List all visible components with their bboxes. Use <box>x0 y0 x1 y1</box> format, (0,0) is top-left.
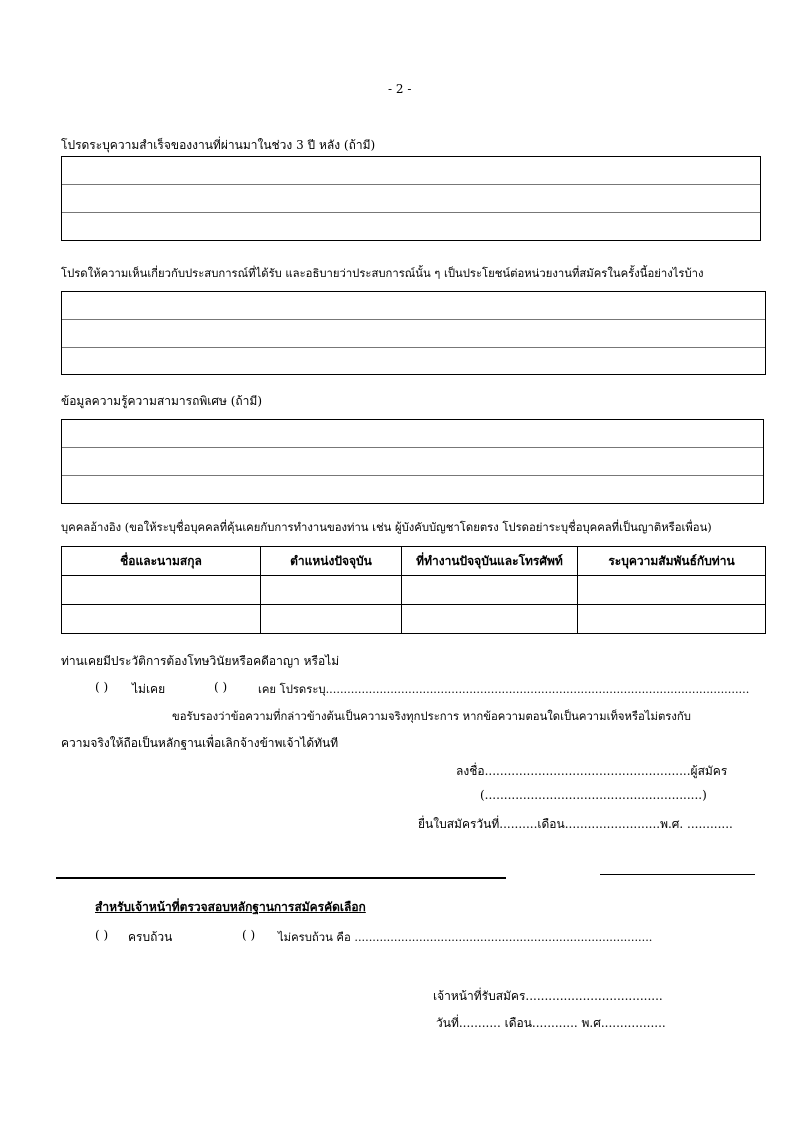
references-label: บุคคลอ้างอิง (ขอให้ระบุชื่อบุคคลที่คุ้นเคยกับการทำงานของท่าน เช่น ผู้บังคับบัญชาโดยตรง โปรดอย่าระบุชื่อบุคคลที่เป็นญาติหรือเพื่อน) <box>61 521 712 534</box>
option-yes-label: เคย โปรดระบุ...................................................................................................................... <box>258 683 750 696</box>
section-divider <box>56 877 506 879</box>
writing-line <box>62 347 765 348</box>
option-yes-checkbox[interactable]: ( ) <box>214 680 228 694</box>
writing-line <box>62 475 763 476</box>
achievements-label: โปรดระบุความสำเร็จของงานที่ผ่านมาในช่วง 3 ปี หลัง (ถ้ามี) <box>61 138 376 152</box>
table-cell[interactable] <box>402 576 578 605</box>
table-cell[interactable] <box>578 576 766 605</box>
achievements-box[interactable] <box>61 156 761 241</box>
writing-line <box>62 184 760 185</box>
complete-label: ครบถ้วน <box>128 930 173 944</box>
skills-label: ข้อมูลความรู้ความสามารถพิเศษ (ถ้ามี) <box>61 394 262 408</box>
experience-label: โปรดให้ความเห็นเกี่ยวกับประสบการณ์ที่ได้รับ และอธิบายว่าประสบการณ์นั้น ๆ เป็นประโยชน์ต่อหน่วยงานที่สมัครในครั้งนี้อย่างไรบ้าง <box>61 267 704 280</box>
discipline-question: ท่านเคยมีประวัติการต้องโทษวินัยหรือคดีอาญา หรือไม่ <box>61 654 340 668</box>
option-never-label: ไม่เคย <box>132 682 166 696</box>
column-header: ชื่อและนามสกุล <box>62 547 261 576</box>
certification-line-2: ความจริงให้ถือเป็นหลักฐานเพื่อเลิกจ้างข้าพเจ้าได้ทันที <box>61 736 339 750</box>
official-section-title: สำหรับเจ้าหน้าที่ตรวจสอบหลักฐานการสมัครคัดเลือก <box>95 900 366 914</box>
table-cell[interactable] <box>402 605 578 634</box>
table-row <box>62 605 766 634</box>
table-cell[interactable] <box>62 605 261 634</box>
table-row <box>62 576 766 605</box>
certification-line-1: ขอรับรองว่าข้อความที่กล่าวข้างต้นเป็นความจริงทุกประการ หากข้อความตอนใดเป็นความเท็จหรือไม่ตรงกับ <box>172 710 691 723</box>
complete-checkbox[interactable]: ( ) <box>95 928 109 942</box>
writing-line <box>62 447 763 448</box>
experience-box[interactable] <box>61 291 766 375</box>
receiver-date-line[interactable]: วันที่........... เดือน............ พ.ศ................. <box>436 1016 666 1030</box>
column-header: ระบุความสัมพันธ์กับท่าน <box>578 547 766 576</box>
section-divider <box>600 874 755 875</box>
references-table <box>61 546 766 634</box>
incomplete-label: ไม่ครบถ้วน คือ ................................................................................... <box>278 931 653 944</box>
table-cell[interactable] <box>261 576 402 605</box>
column-header: ตำแหน่งปัจจุบัน <box>261 547 402 576</box>
option-never-checkbox[interactable]: ( ) <box>95 680 109 694</box>
table-cell[interactable] <box>62 576 261 605</box>
page-number: - 2 - <box>388 82 412 96</box>
receiver-signature-line[interactable]: เจ้าหน้าที่รับสมัคร.................................... <box>433 989 663 1003</box>
skills-box[interactable] <box>61 419 764 504</box>
table-cell[interactable] <box>578 605 766 634</box>
writing-line <box>62 212 760 213</box>
signature-line[interactable]: ลงชื่อ......................................................ผู้สมัคร <box>456 764 728 778</box>
table-cell[interactable] <box>261 605 402 634</box>
submission-date-line[interactable]: ยื่นใบสมัครวันที่..........เดือน.........................พ.ศ. ............ <box>418 817 733 831</box>
table-header-row <box>62 547 766 576</box>
incomplete-checkbox[interactable]: ( ) <box>242 928 256 942</box>
applicant-name-line[interactable]: (.........................................................) <box>480 788 707 802</box>
writing-line <box>62 319 765 320</box>
column-header: ที่ทำงานปัจจุบันและโทรศัพท์ <box>402 547 578 576</box>
